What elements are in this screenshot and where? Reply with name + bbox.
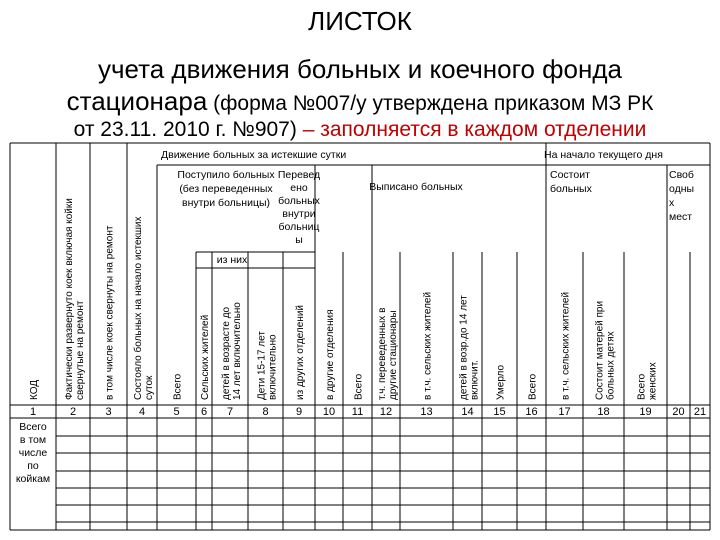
column-number-19: 19 — [639, 406, 652, 418]
column-header-14: включит. — [469, 360, 481, 400]
column-header-5: Всего — [172, 373, 184, 400]
column-number-15: 15 — [493, 406, 506, 418]
column-number-2: 2 — [69, 406, 77, 418]
title-form-ref: (форма №007/у утверждена приказом МЗ РК — [207, 92, 654, 115]
column-number-8: 8 — [262, 406, 269, 418]
free-beds-label: Своб — [669, 169, 694, 181]
transferred-label: больниц — [278, 221, 320, 233]
admitted-label: Поступило больных — [177, 169, 275, 181]
column-header-9: из других отделений — [295, 305, 306, 400]
title-note: – заполняется в каждом отделении — [296, 118, 647, 141]
column-number-20: 20 — [672, 406, 685, 418]
column-header-2: свернутые на ремонт — [75, 300, 86, 400]
row-label-total: койкам — [15, 473, 51, 485]
column-number-1: 1 — [29, 406, 37, 418]
transferred-label: ы — [295, 234, 303, 246]
column-header-6: Сельских жителей — [200, 314, 211, 400]
transferred-label: внутри — [282, 208, 316, 220]
column-header-7: детей в возрасте до — [221, 306, 232, 400]
column-header-14: детей в возр.до 14 лет — [458, 295, 470, 400]
column-header-12: другие стационары — [388, 310, 399, 400]
column-number-9: 9 — [295, 406, 303, 418]
current-patients-label: Состоит — [550, 169, 590, 181]
column-header-11: Всего — [353, 373, 365, 400]
column-number-7: 7 — [226, 406, 234, 418]
free-beds-label: мест — [669, 211, 693, 223]
column-number-21: 21 — [693, 406, 707, 418]
transferred-label: больных — [278, 195, 320, 207]
column-header-18: Состоит матерей при — [594, 300, 606, 400]
column-header-8: включительно — [267, 334, 279, 400]
column-header-12: т.ч. переведенных в — [377, 307, 388, 400]
column-header-18: больных детях — [605, 331, 617, 400]
column-number-18: 18 — [597, 406, 610, 418]
column-number-12: 12 — [379, 406, 393, 418]
group-movement-label: Движение больных за истекшие сутки — [161, 149, 347, 161]
title-stationary: стационара — [66, 86, 208, 116]
column-header-15: Умерло — [495, 364, 507, 400]
column-number-4: 4 — [138, 406, 146, 418]
column-number-5: 5 — [173, 406, 180, 418]
transferred-label: Перевед — [277, 169, 321, 181]
of-them-label: из них — [216, 254, 248, 266]
column-header-19: женских — [647, 362, 659, 400]
column-number-3: 3 — [105, 406, 112, 418]
column-number-6: 6 — [200, 406, 208, 418]
column-number-10: 10 — [322, 406, 336, 418]
column-number-11: 11 — [351, 406, 364, 418]
free-beds-label: х — [669, 197, 675, 209]
transferred-label: ено — [290, 182, 308, 194]
column-header-16: Всего — [527, 373, 539, 400]
free-beds-label: одны — [669, 183, 695, 195]
column-number-13: 13 — [420, 406, 433, 418]
column-header-1: КОД — [29, 379, 40, 400]
group-start-day-label: На начало текущего дня — [544, 149, 663, 161]
column-header-19: Всего — [636, 373, 648, 400]
title-line-2: учета движения больных и коечного фонда — [97, 54, 623, 84]
admitted-label: внутри больницы) — [182, 197, 270, 209]
column-header-17: в т.ч. сельских жителей — [560, 291, 572, 400]
current-patients-label: больных — [550, 183, 592, 195]
table-texts — [16, 149, 706, 485]
title-line-1: ЛИСТОК — [308, 6, 412, 36]
column-header-2: Фактически развернуто коек включая койки — [64, 198, 75, 400]
column-header-7: 14 лет включительно — [232, 302, 243, 400]
row-label-total: Всего — [19, 421, 47, 433]
row-label-total: в том — [19, 434, 47, 446]
row-label-total: по — [27, 460, 39, 472]
column-header-4: Состояло больных на начало истекших — [133, 216, 144, 400]
column-header-10: в другие отделения — [325, 309, 336, 400]
column-number-17: 17 — [558, 406, 571, 418]
column-header-8: Дети 15-17 лет — [256, 331, 268, 400]
column-header-4: суток — [144, 375, 155, 400]
admitted-label: (без переведенных — [179, 183, 273, 195]
column-header-3: в том числе коек свернуты на ремонт — [104, 225, 116, 400]
title-date: от 23.11. 2010 г. №907) — [73, 118, 297, 141]
row-label-total: числе — [18, 447, 48, 459]
discharged-label: Выписано больных — [369, 181, 463, 193]
column-number-16: 16 — [525, 406, 538, 418]
column-header-13: в т.ч. сельских жителей — [422, 291, 434, 400]
column-number-14: 14 — [461, 406, 474, 418]
